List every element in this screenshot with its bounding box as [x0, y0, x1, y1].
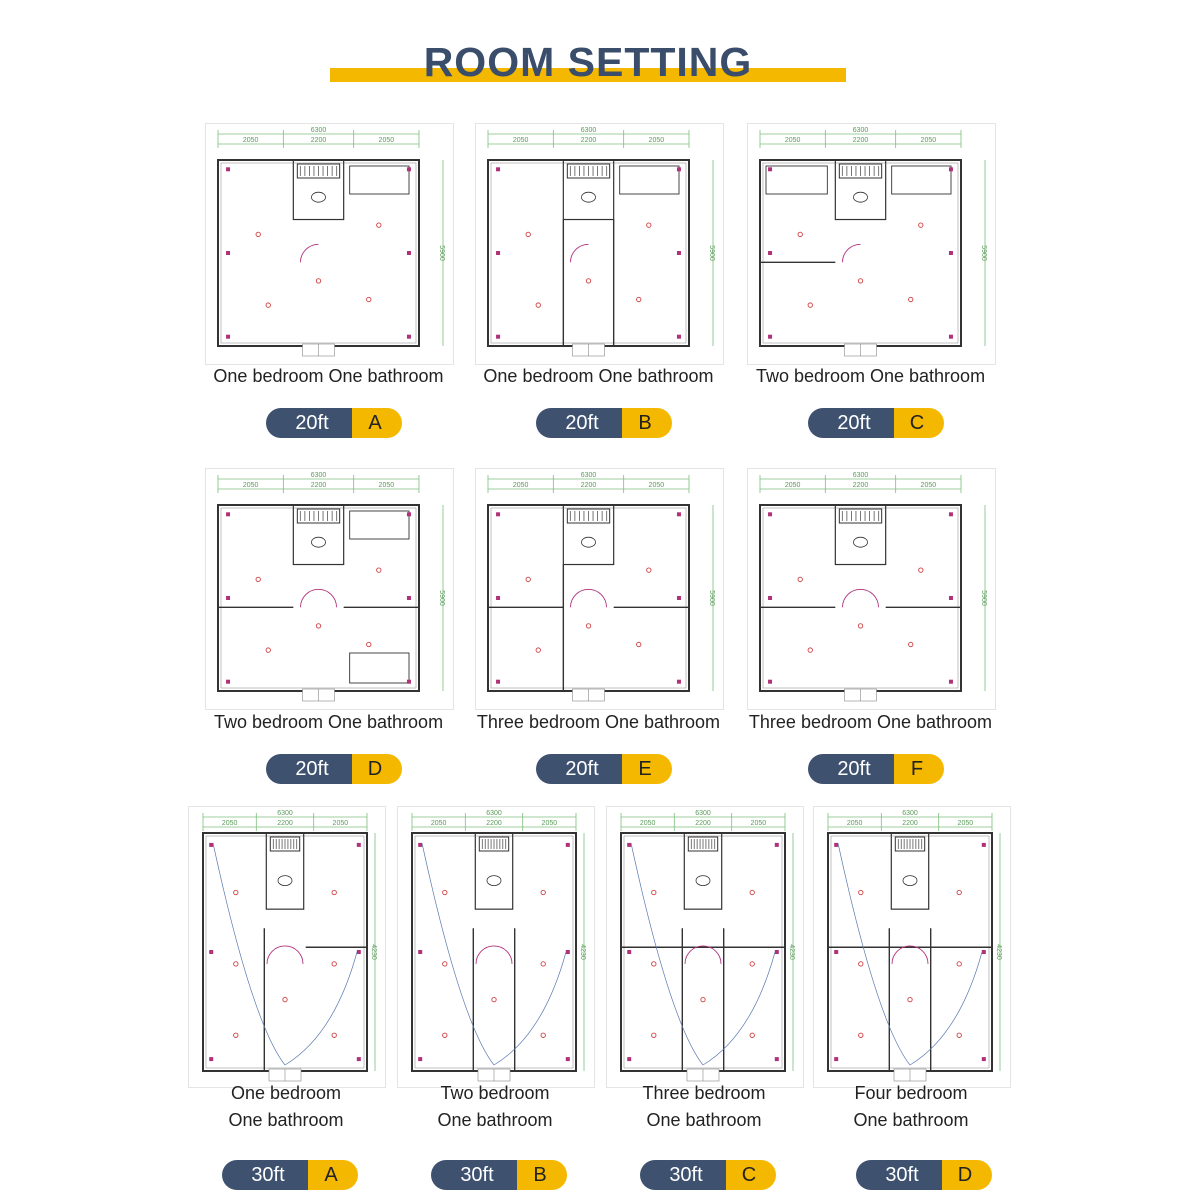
socket — [768, 680, 772, 684]
dimension-label: 2050 — [957, 820, 974, 827]
floor-plan-20ft-d — [205, 468, 454, 710]
socket — [982, 1057, 986, 1061]
socket — [768, 596, 772, 600]
ceiling-light — [919, 568, 923, 572]
floor-plan-drawing — [206, 124, 453, 364]
dimension-label: 2050 — [242, 482, 259, 489]
model-badge — [266, 408, 402, 438]
ceiling-light — [234, 1033, 238, 1037]
ceiling-light — [443, 962, 447, 966]
dimension-label: 6300 — [902, 810, 918, 817]
ceiling-light — [367, 642, 371, 646]
ceiling-light — [909, 297, 913, 301]
container-size-label: 20ft — [808, 408, 894, 438]
outer-wall — [760, 505, 961, 691]
wiring-line — [494, 952, 566, 1065]
socket — [496, 335, 500, 339]
layout-code-label: A — [308, 1160, 358, 1190]
ceiling-light — [541, 1033, 545, 1037]
socket — [768, 167, 772, 171]
title-block — [330, 38, 846, 90]
dimension-label: 2050 — [639, 820, 656, 827]
ceiling-light — [647, 223, 651, 227]
socket — [226, 512, 230, 516]
model-badge — [222, 1160, 358, 1190]
room-caption: Two bedroom One bathroom — [755, 366, 986, 386]
socket — [407, 335, 411, 339]
socket — [357, 1057, 361, 1061]
room-caption-line: Three bedroom — [642, 1083, 766, 1103]
socket — [775, 843, 779, 847]
socket — [834, 843, 838, 847]
socket — [627, 950, 631, 954]
bed — [892, 166, 951, 194]
socket — [418, 950, 422, 954]
dimension-label: 2200 — [852, 137, 869, 144]
ceiling-light — [234, 962, 238, 966]
layout-code-label: C — [894, 408, 944, 438]
wiring-line — [285, 952, 357, 1065]
outer-wall — [412, 833, 576, 1071]
ceiling-light — [858, 624, 862, 628]
outer-wall — [218, 505, 419, 691]
door-swing — [571, 244, 589, 262]
outer-wall — [621, 833, 785, 1071]
dimension-label: 6300 — [310, 472, 327, 479]
socket — [407, 167, 411, 171]
room-caption: One bedroom One bathroom — [483, 366, 714, 386]
outer-wall — [760, 160, 961, 346]
inner-wall — [491, 508, 686, 688]
socket — [566, 843, 570, 847]
door-swing — [703, 946, 721, 964]
ceiling-light — [750, 890, 754, 894]
dimension-label: 2050 — [378, 137, 395, 144]
socket — [627, 843, 631, 847]
container-size-label: 20ft — [808, 754, 894, 784]
socket — [209, 1057, 213, 1061]
dimension-label: 2200 — [852, 482, 869, 489]
outer-wall — [828, 833, 992, 1071]
dimension-label: 5900 — [980, 590, 987, 606]
socket — [407, 251, 411, 255]
dimension-label: 2050 — [784, 137, 801, 144]
ceiling-light — [858, 279, 862, 283]
dimension-label: 2050 — [242, 137, 259, 144]
inner-wall — [491, 163, 686, 343]
container-size-label: 30ft — [640, 1160, 726, 1190]
dimension-label: 6300 — [580, 127, 597, 134]
inner-wall — [221, 508, 416, 688]
layout-code-label: C — [726, 1160, 776, 1190]
dimension-label: 2050 — [430, 820, 447, 827]
room-caption-line: Four bedroom — [854, 1083, 968, 1103]
ceiling-light — [586, 624, 590, 628]
ceiling-light — [652, 962, 656, 966]
door-swing — [843, 244, 861, 262]
ceiling-light — [798, 232, 802, 236]
ceiling-light — [492, 997, 496, 1001]
dimension-label: 4230 — [370, 944, 377, 960]
socket — [407, 512, 411, 516]
room-caption: Three bedroom One bathroom — [748, 712, 993, 732]
dimension-label: 2050 — [541, 820, 558, 827]
ceiling-light — [283, 997, 287, 1001]
ceiling-light — [536, 303, 540, 307]
inner-wall — [415, 836, 573, 1068]
floor-plan-drawing — [607, 807, 803, 1087]
socket — [834, 1057, 838, 1061]
ceiling-light — [637, 642, 641, 646]
socket — [418, 1057, 422, 1061]
ceiling-light — [541, 890, 545, 894]
socket — [775, 1057, 779, 1061]
socket — [677, 596, 681, 600]
ceiling-light — [316, 279, 320, 283]
ceiling-light — [909, 642, 913, 646]
wiring-line — [631, 843, 703, 1065]
socket — [677, 335, 681, 339]
wiring-line — [838, 843, 910, 1065]
outer-wall — [218, 160, 419, 346]
container-size-label: 30ft — [431, 1160, 517, 1190]
dimension-label: 2050 — [750, 820, 767, 827]
container-size-label: 20ft — [266, 754, 352, 784]
ceiling-light — [256, 232, 260, 236]
socket — [775, 950, 779, 954]
socket — [407, 680, 411, 684]
ceiling-light — [957, 1033, 961, 1037]
room-caption — [168, 1080, 404, 1134]
ceiling-light — [367, 297, 371, 301]
ceiling-light — [332, 962, 336, 966]
inner-wall — [763, 163, 958, 343]
inner-wall — [624, 836, 782, 1068]
room-caption: One bedroom One bathroom — [213, 366, 444, 386]
dimension-label: 2050 — [378, 482, 395, 489]
room-caption-line: One bathroom — [853, 1110, 969, 1130]
socket — [496, 512, 500, 516]
dimension-label: 4230 — [788, 944, 795, 960]
ceiling-light — [536, 648, 540, 652]
floor-plan-20ft-e — [475, 468, 724, 710]
dimension-label: 2200 — [277, 820, 293, 827]
dimension-label: 2200 — [310, 482, 327, 489]
wiring-line — [910, 952, 982, 1065]
toilet — [903, 876, 917, 886]
ceiling-light — [266, 648, 270, 652]
inner-wall — [831, 836, 989, 1068]
ceiling-light — [647, 568, 651, 572]
socket — [209, 950, 213, 954]
dimension-label: 6300 — [852, 472, 869, 479]
floor-plan-drawing — [398, 807, 594, 1087]
dimension-label: 6300 — [852, 127, 869, 134]
socket — [677, 167, 681, 171]
layout-code-label: E — [622, 754, 672, 784]
floor-plan-20ft-f — [747, 468, 996, 710]
ceiling-light — [808, 648, 812, 652]
ceiling-light — [908, 997, 912, 1001]
socket — [357, 950, 361, 954]
floor-plan-30ft-d — [813, 806, 1011, 1088]
floor-plan-drawing — [748, 469, 995, 709]
dimension-label: 2200 — [580, 137, 597, 144]
socket — [209, 843, 213, 847]
socket — [834, 950, 838, 954]
container-size-label: 30ft — [222, 1160, 308, 1190]
socket — [949, 251, 953, 255]
socket — [566, 1057, 570, 1061]
room-caption — [793, 1080, 1029, 1134]
room-caption: Two bedroom One bathroom — [213, 712, 444, 732]
socket — [949, 335, 953, 339]
inner-wall — [221, 163, 416, 343]
ceiling-light — [859, 890, 863, 894]
dimension-label: 5900 — [980, 245, 987, 261]
ceiling-light — [526, 577, 530, 581]
toilet — [582, 537, 596, 547]
dimension-label: 2200 — [486, 820, 502, 827]
toilet — [487, 876, 501, 886]
socket — [949, 596, 953, 600]
ceiling-light — [701, 997, 705, 1001]
door-swing — [267, 946, 285, 964]
floor-plan-30ft-b — [397, 806, 595, 1088]
floor-plan-drawing — [748, 124, 995, 364]
socket — [226, 335, 230, 339]
ceiling-light — [332, 890, 336, 894]
dimension-label: 2050 — [332, 820, 349, 827]
socket — [677, 680, 681, 684]
floor-plan-drawing — [476, 469, 723, 709]
toilet — [696, 876, 710, 886]
ceiling-light — [859, 962, 863, 966]
layout-code-label: F — [894, 754, 944, 784]
ceiling-light — [957, 890, 961, 894]
toilet — [278, 876, 292, 886]
socket — [226, 680, 230, 684]
socket — [496, 251, 500, 255]
floor-plan-20ft-b — [475, 123, 724, 365]
model-badge — [808, 754, 944, 784]
model-badge — [266, 754, 402, 784]
ceiling-light — [541, 962, 545, 966]
socket — [982, 843, 986, 847]
model-badge — [431, 1160, 567, 1190]
door-swing — [571, 589, 589, 607]
dimension-label: 2200 — [310, 137, 327, 144]
door-swing — [892, 946, 910, 964]
floor-plan-20ft-c — [747, 123, 996, 365]
wiring-line — [213, 843, 285, 1065]
door-swing — [910, 946, 928, 964]
socket — [566, 950, 570, 954]
socket — [768, 335, 772, 339]
socket — [949, 512, 953, 516]
dimension-label: 2050 — [648, 482, 665, 489]
ceiling-light — [586, 279, 590, 283]
socket — [768, 251, 772, 255]
dimension-label: 2050 — [648, 137, 665, 144]
bed — [766, 166, 827, 194]
dimension-label: 2050 — [920, 137, 937, 144]
floor-plan-20ft-a — [205, 123, 454, 365]
container-size-label: 20ft — [536, 408, 622, 438]
socket — [418, 843, 422, 847]
room-caption — [586, 1080, 822, 1134]
ceiling-light — [652, 1033, 656, 1037]
ceiling-light — [652, 890, 656, 894]
door-swing — [685, 946, 703, 964]
dimension-label: 4230 — [995, 944, 1002, 960]
dimension-label: 2050 — [221, 820, 238, 827]
door-swing — [589, 589, 607, 607]
socket — [407, 596, 411, 600]
room-caption-line: One bathroom — [646, 1110, 762, 1130]
page-title: ROOM SETTING — [423, 39, 753, 85]
model-badge — [536, 754, 672, 784]
ceiling-light — [234, 890, 238, 894]
dimension-label: 6300 — [695, 810, 711, 817]
dimension-label: 2050 — [512, 482, 529, 489]
toilet — [854, 537, 868, 547]
ceiling-light — [808, 303, 812, 307]
dimension-label: 5900 — [708, 245, 715, 261]
ceiling-light — [377, 223, 381, 227]
dimension-label: 6300 — [486, 810, 502, 817]
model-badge — [640, 1160, 776, 1190]
socket — [768, 512, 772, 516]
model-badge — [536, 408, 672, 438]
dimension-label: 5900 — [438, 245, 445, 261]
door-swing — [494, 946, 512, 964]
ceiling-light — [266, 303, 270, 307]
door-swing — [285, 946, 303, 964]
room-caption-line: One bedroom — [230, 1083, 342, 1103]
door-swing — [301, 589, 319, 607]
outer-wall — [488, 505, 689, 691]
door-swing — [319, 589, 337, 607]
door-swing — [861, 589, 879, 607]
model-badge — [808, 408, 944, 438]
layout-code-label: D — [942, 1160, 992, 1190]
inner-wall — [763, 508, 958, 688]
floor-plan-drawing — [206, 469, 453, 709]
bed — [350, 653, 409, 683]
bed — [350, 166, 409, 194]
bed — [620, 166, 679, 194]
ceiling-light — [526, 232, 530, 236]
ceiling-light — [332, 1033, 336, 1037]
door-swing — [843, 589, 861, 607]
ceiling-light — [750, 962, 754, 966]
door-swing — [476, 946, 494, 964]
floor-plan-drawing — [189, 807, 385, 1087]
ceiling-light — [919, 223, 923, 227]
dimension-label: 2050 — [784, 482, 801, 489]
dimension-label: 2050 — [846, 820, 863, 827]
dimension-label: 4230 — [579, 944, 586, 960]
ceiling-light — [957, 962, 961, 966]
model-badge — [856, 1160, 992, 1190]
dimension-label: 6300 — [580, 472, 597, 479]
dimension-label: 2050 — [512, 137, 529, 144]
socket — [357, 843, 361, 847]
socket — [677, 251, 681, 255]
ceiling-light — [443, 1033, 447, 1037]
container-size-label: 20ft — [536, 754, 622, 784]
dimension-label: 5900 — [708, 590, 715, 606]
ceiling-light — [443, 890, 447, 894]
toilet — [312, 192, 326, 202]
room-caption-line: One bathroom — [437, 1110, 553, 1130]
container-size-label: 30ft — [856, 1160, 942, 1190]
ceiling-light — [798, 577, 802, 581]
outer-wall — [488, 160, 689, 346]
ceiling-light — [316, 624, 320, 628]
dimension-label: 2200 — [580, 482, 597, 489]
socket — [226, 596, 230, 600]
dimension-label: 2050 — [920, 482, 937, 489]
layout-code-label: B — [517, 1160, 567, 1190]
socket — [677, 512, 681, 516]
socket — [496, 680, 500, 684]
toilet — [582, 192, 596, 202]
socket — [627, 1057, 631, 1061]
floor-plan-30ft-c — [606, 806, 804, 1088]
ceiling-light — [859, 1033, 863, 1037]
room-caption: Three bedroom One bathroom — [476, 712, 721, 732]
room-caption-line: Two bedroom — [440, 1083, 550, 1103]
inner-wall — [206, 836, 364, 1068]
socket — [949, 167, 953, 171]
dimension-label: 2200 — [902, 820, 918, 827]
dimension-label: 5900 — [438, 590, 445, 606]
toilet — [312, 537, 326, 547]
room-caption — [377, 1080, 613, 1134]
dimension-label: 2200 — [695, 820, 711, 827]
ceiling-light — [256, 577, 260, 581]
socket — [226, 251, 230, 255]
ceiling-light — [377, 568, 381, 572]
door-swing — [301, 244, 319, 262]
layout-code-label: B — [622, 408, 672, 438]
room-caption-line: One bathroom — [228, 1110, 344, 1130]
floor-plan-drawing — [476, 124, 723, 364]
dimension-label: 6300 — [277, 810, 293, 817]
dimension-label: 6300 — [310, 127, 327, 134]
outer-wall — [203, 833, 367, 1071]
wiring-line — [422, 843, 494, 1065]
socket — [982, 950, 986, 954]
toilet — [854, 192, 868, 202]
bed — [350, 511, 409, 539]
floor-plan-drawing — [814, 807, 1010, 1087]
socket — [496, 167, 500, 171]
socket — [496, 596, 500, 600]
socket — [949, 680, 953, 684]
layout-code-label: D — [352, 754, 402, 784]
wiring-line — [703, 952, 775, 1065]
layout-code-label: A — [352, 408, 402, 438]
ceiling-light — [750, 1033, 754, 1037]
socket — [226, 167, 230, 171]
container-size-label: 20ft — [266, 408, 352, 438]
floor-plan-30ft-a — [188, 806, 386, 1088]
ceiling-light — [637, 297, 641, 301]
